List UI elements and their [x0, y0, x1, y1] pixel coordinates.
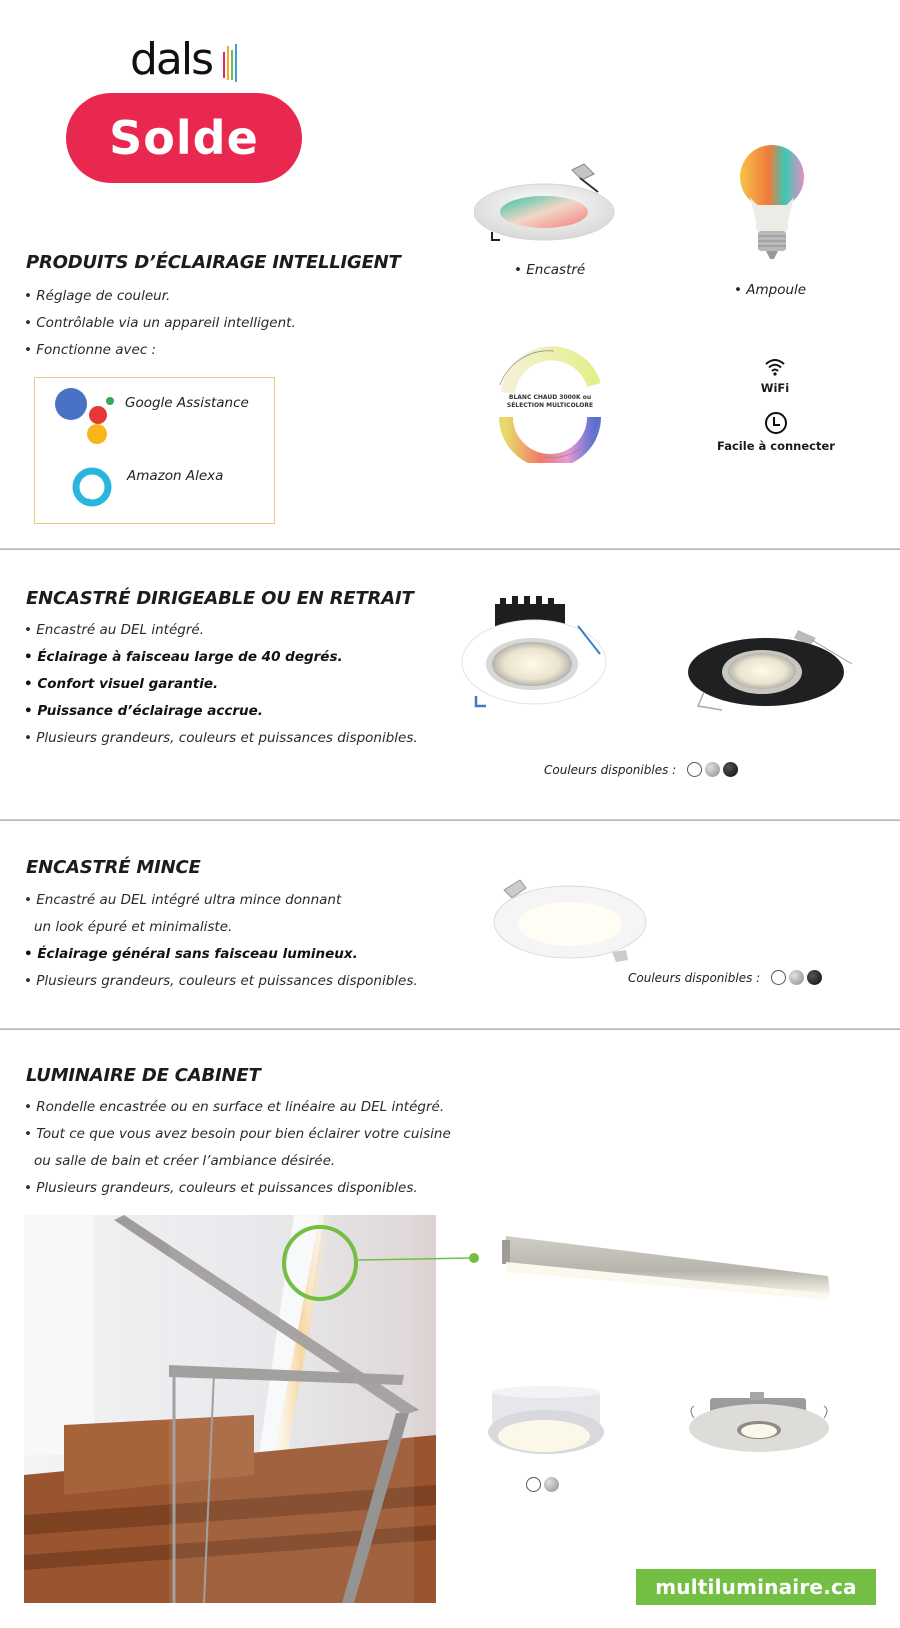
alexa-icon [71, 466, 113, 508]
google-assistant-label: Google Assistance [125, 395, 249, 411]
assistants-box [34, 377, 275, 524]
slim-recessed-image [492, 876, 652, 966]
bullet: • Encastré au DEL intégré ultra mince donnant [24, 892, 342, 908]
smart-bullets [24, 283, 296, 364]
section-heading-gimbal: ENCASTRÉ DIRIGEABLE OU EN RETRAIT [26, 588, 414, 609]
slim-bullets [24, 887, 418, 995]
bullet: • Encastré au DEL intégré. [24, 622, 204, 638]
bullet: • Plusieurs grandeurs, couleurs et puissances disponibles. [24, 730, 418, 746]
highlight-circle-icon [280, 1223, 360, 1303]
bullet: • Confort visuel garantie. [24, 676, 219, 692]
logo-bars-icon [222, 42, 242, 82]
gimbal-bullets [24, 617, 418, 752]
callout-line [358, 1252, 482, 1266]
gimbal-colors [544, 762, 738, 777]
recessed-caption: • Encastré [514, 262, 586, 278]
staircase-photo [24, 1215, 436, 1603]
bullet: • Tout ce que vous avez besoin pour bien éclairer votre cuisine [24, 1126, 451, 1142]
swatch-gray [789, 970, 804, 985]
gimbal-black-image [686, 626, 856, 718]
swatch-gray [705, 762, 720, 777]
rgb-bulb-image [736, 145, 808, 263]
swatch-white [771, 970, 786, 985]
wifi-icon [764, 358, 786, 376]
bullet: un look épuré et minimaliste. [34, 919, 233, 935]
google-assistant-icon [53, 386, 117, 446]
linear-cabinet-light-image [498, 1232, 834, 1302]
colors-caption: Couleurs disponibles : [544, 762, 677, 777]
section-heading-cabinet: LUMINAIRE DE CABINET [26, 1065, 261, 1086]
swatch-black [723, 762, 738, 777]
bullet: • Rondelle encastrée ou en surface et linéaire au DEL intégré. [24, 1099, 445, 1115]
gimbal-white-image [460, 596, 620, 720]
logo-text: dals [130, 34, 213, 85]
section-divider [0, 1028, 900, 1030]
color-wheel-line-2: SÉLECTION MULTICOLORE [506, 402, 594, 409]
bullet: • Plusieurs grandeurs, couleurs et puissances disponibles. [24, 1180, 418, 1196]
website-label: multiluminaire.ca [655, 1575, 857, 1599]
cabinet-bullets [24, 1094, 451, 1202]
slim-colors [628, 970, 822, 985]
bullet: • Contrôlable via un appareil intelligent. [24, 315, 296, 331]
alexa-label: Amazon Alexa [127, 468, 224, 484]
swatch-black [807, 970, 822, 985]
sale-label: Solde [109, 111, 259, 165]
bullet: • Éclairage général sans faisceau lumineux. [24, 946, 358, 962]
bullet: • Fonctionne avec : [24, 342, 157, 358]
color-wheel-graphic [494, 345, 606, 463]
staircase-illustration [24, 1215, 436, 1603]
swatch-white [526, 1477, 541, 1492]
colors-caption: Couleurs disponibles : [628, 970, 761, 985]
section-heading-slim: ENCASTRÉ MINCE [26, 857, 201, 878]
rgb-recessed-light-image [474, 160, 624, 250]
bullet: ou salle de bain et créer l’ambiance désirée. [34, 1153, 336, 1169]
recessed-puck-light-image [686, 1392, 832, 1456]
clock-icon [764, 411, 788, 435]
bullet: • Plusieurs grandeurs, couleurs et puissances disponibles. [24, 973, 418, 989]
sale-badge [66, 93, 302, 183]
section-heading-smart: PRODUITS D’ÉCLAIRAGE INTELLIGENT [26, 252, 401, 273]
color-wheel-line-1: BLANC CHAUD 3000K ou [508, 394, 592, 401]
section-divider [0, 819, 900, 821]
swatch-gray [544, 1477, 559, 1492]
easy-connect-label: Facile à connecter [717, 439, 835, 453]
section-divider [0, 548, 900, 550]
website-badge[interactable] [636, 1569, 876, 1605]
wifi-label: WiFi [760, 381, 790, 395]
surface-puck-light-image [486, 1386, 606, 1462]
bullet: • Puissance d’éclairage accrue. [24, 703, 263, 719]
bullet: • Éclairage à faisceau large de 40 degrés. [24, 649, 343, 665]
swatch-white [687, 762, 702, 777]
bulb-caption: • Ampoule [734, 282, 807, 298]
puck-colors [526, 1477, 559, 1492]
bullet: • Réglage de couleur. [24, 288, 171, 304]
dals-logo [130, 34, 240, 85]
